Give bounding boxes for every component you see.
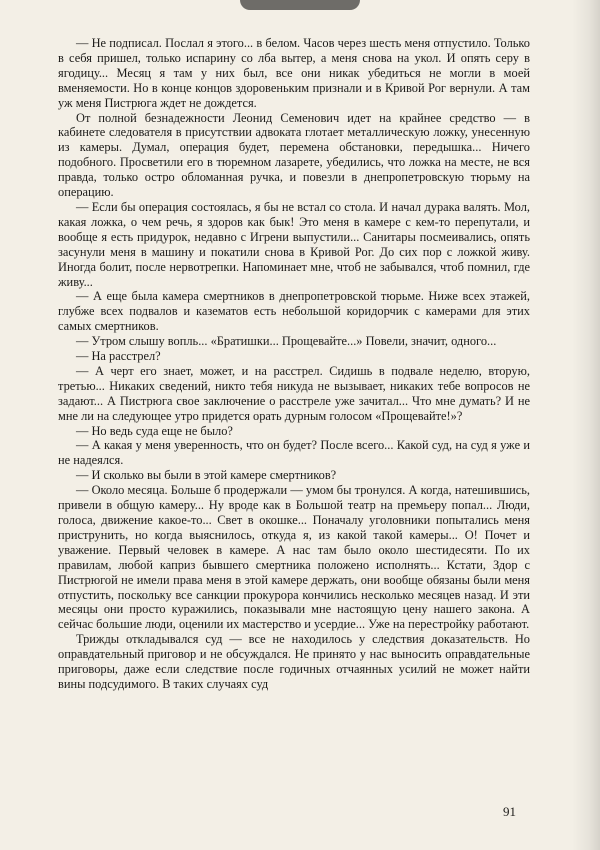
page-edge-shadow [572, 0, 600, 850]
paragraph: — А черт его знает, может, и на расстрел. Сидишь в подвале неделю, вторую, третью... Никаких сведений, никто тебя никуда не вызывает, никаких тебе вопросов не задают... А Пистрюга свое заключение о расстреле уже зачитал... Что мне думать? И не мне ли на следующее утро придется орать дурным голосом «Прощевайте!»? [58, 363, 530, 423]
paragraph: — Если бы операция состоялась, я бы не встал со стола. И начал дурака валять. Мол, какая ложка, о чем речь, я здоров как бык! Это меня в камере с кем-то перепутали, и вообще я есть придурок, недавно с Игрени выпустили... Санитары посмеивались, опять засунули меня в машину и покатили снова в Кривой Рог. До сих пор с ложкой живу. Иногда болит, после нервотрепки. Напоминает мне, чтоб не забывался, чтоб помнил, где живу... [58, 199, 530, 289]
paragraph: — Не подписал. Послал я этого... в белом. Часов через шесть меня отпустило. Только в себя пришел, только испарину со лба вытер, а меня снова на укол. И опять серу в ягодицу... Месяц я там у них был, все они никак убедиться не могли в моей вменяемости. Но в конце концов здоровеньким признали и в Кривой Рог вернули. А там уж меня Пистрюга ждет не дождется. [58, 36, 530, 110]
paragraph: — Но ведь суда еще не было? [76, 423, 233, 438]
paragraph: — А какая у меня уверенность, что он будет? После всего... Какой суд, на суд я уже и не надеялся. [58, 438, 530, 468]
page-text [58, 36, 530, 692]
scan-mark [240, 0, 360, 10]
paragraph: — И сколько вы были в этой камере смертников? [76, 468, 337, 483]
paragraph: — На расстрел? [76, 349, 161, 364]
paragraph: От полной безнадежности Леонид Семенович идет на крайнее средство — в кабинете следователя в присутствии адвоката глотает металлическую ложку, унесенную из камеры. Думал, операция будет, перемена обстановки, передышка... Ничего подобного. Просветили его в тюремном лазарете, убедились, что ложка на месте, не вся правда, только остро обломанная ручка, и повезли в днепропетровскую тюрьму на операцию. [58, 110, 530, 200]
paragraph: — А еще была камера смертников в днепропетровской тюрьме. Ниже всех этажей, глубже всех подвалов и казематов есть небольшой коридорчик с камерами для этих самых смертников. [58, 289, 530, 334]
paragraph: — Утром слышу вопль... «Братишки... Прощевайте...» Повели, значит, одного... [76, 334, 497, 349]
page-number: 91 [503, 804, 516, 819]
paragraph: — Около месяца. Больше б продержали — умом бы тронулся. А когда, натешившись, привели в общую камеру... Ну вроде как в Большой театр на премьеру попал... Люди, голоса, движение какое-то... Свет в окошке... Поначалу уголовники попытались меня приструнить, но когда выяснилось, откуда я, из какой такой камеры... О! Почет и уважение. Первый человек в камере. А нас там было около шестидесяти. По их правилам, любой каприз бывшего смертника положено исполнять... Кстати, Здор с Пистрюгой не имели права меня в этой камере держать, они вообще обязаны были меня отпустить, поскольку все санкции прокурора кончились несколько месяцев назад. И эти месяцы они просто куражились, показывали мне настоящую цену нашего закона. А сейчас большие люди, оценили их мастерство и усердие... Уже на перестройку работают. [58, 483, 530, 632]
paragraph: Трижды откладывался суд — все не находилось у следствия доказательств. Но оправдательный приговор и не обсуждался. Не принято у нас выносить оправдательные приговоры, даже если следствие после годичных отчаянных усилий не может найти вины подсудимого. В таких случаях суд [58, 632, 530, 691]
